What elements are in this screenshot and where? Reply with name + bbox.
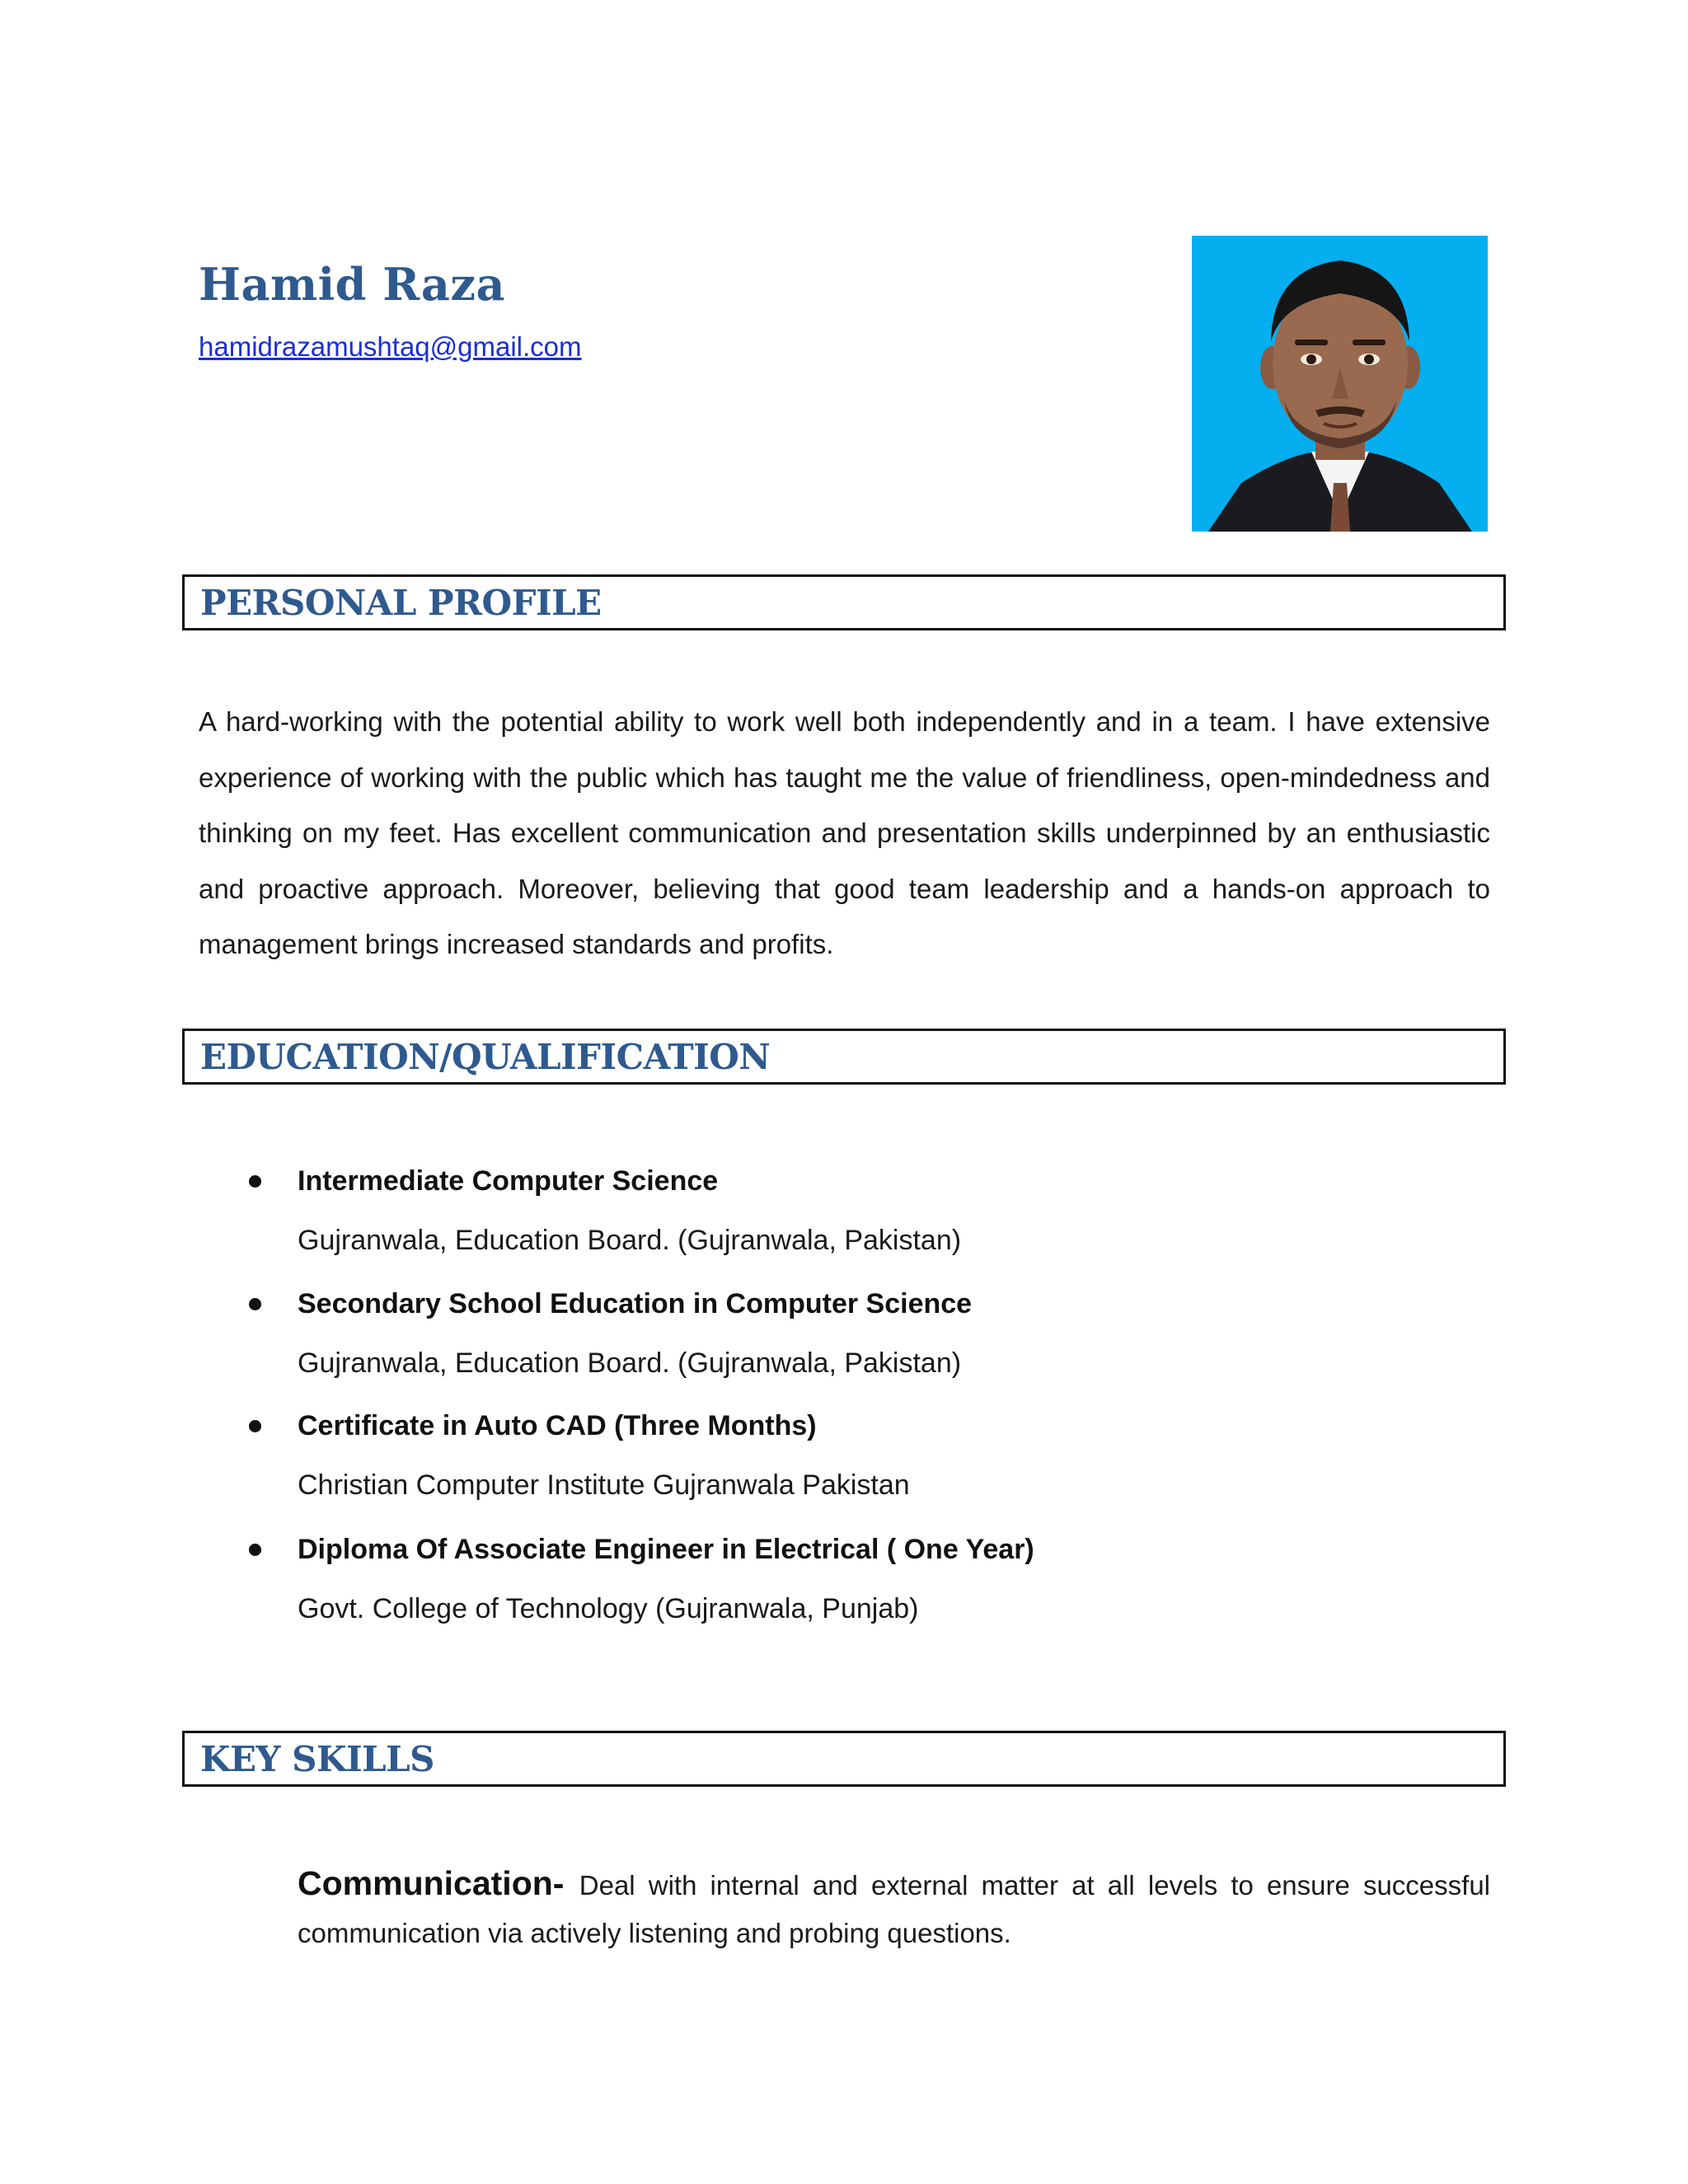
skill-description: Deal with internal and external matter at all levels to ensure successful communication via actively listening and probing questions. bbox=[298, 1870, 1491, 1948]
email-link[interactable]: hamidrazamushtaq@gmail.com bbox=[199, 331, 582, 362]
key-skills-header bbox=[182, 1731, 1506, 1787]
education-item bbox=[298, 1282, 1451, 1386]
education-detail: Govt. College of Technology (Gujranwala, Punjab) bbox=[298, 1593, 919, 1625]
candidate-name: Hamid Raza bbox=[199, 258, 505, 311]
education-title: Secondary School Education in Computer Science bbox=[298, 1288, 973, 1319]
education-detail: Christian Computer Institute Gujranwala Pakistan bbox=[298, 1469, 910, 1502]
skill-name: Communication- bbox=[298, 1864, 579, 1902]
section-title: PERSONAL PROFILE bbox=[200, 583, 602, 623]
education-title: Diploma Of Associate Engineer in Electrical ( One Year) bbox=[298, 1534, 1034, 1565]
education-header bbox=[182, 1029, 1506, 1085]
education-detail: Gujranwala, Education Board. (Gujranwala, Pakistan) bbox=[298, 1225, 962, 1257]
education-title: Intermediate Computer Science bbox=[298, 1165, 719, 1197]
bullet-icon bbox=[249, 1544, 261, 1556]
education-item bbox=[298, 1159, 1451, 1263]
education-item bbox=[298, 1527, 1451, 1632]
section-title: EDUCATION/QUALIFICATION bbox=[200, 1037, 771, 1077]
education-item bbox=[298, 1404, 1451, 1508]
bullet-icon bbox=[249, 1298, 261, 1310]
education-detail: Gujranwala, Education Board. (Gujranwala, Pakistan) bbox=[298, 1347, 962, 1380]
profile-photo bbox=[1192, 236, 1488, 532]
bullet-icon bbox=[249, 1175, 261, 1188]
personal-profile-header bbox=[182, 574, 1506, 630]
person-portrait-icon bbox=[1192, 236, 1488, 532]
bullet-icon bbox=[249, 1420, 261, 1432]
profile-paragraph: A hard-working with the potential ability to work well both independently and in a team. I have extensive experience of working with the public which has taught me the value of friendliness, open-mindedness and thinking on my feet. Has excellent communication and presentation skills underpinned by an enthusiastic and proactive approach. Moreover, believing that good team leadership and a hands-on approach to management brings increased standards and profits. bbox=[199, 706, 1490, 959]
education-title: Certificate in Auto CAD (Three Months) bbox=[298, 1410, 817, 1441]
section-title: KEY SKILLS bbox=[200, 1739, 434, 1779]
skill-item bbox=[298, 1859, 1490, 1957]
